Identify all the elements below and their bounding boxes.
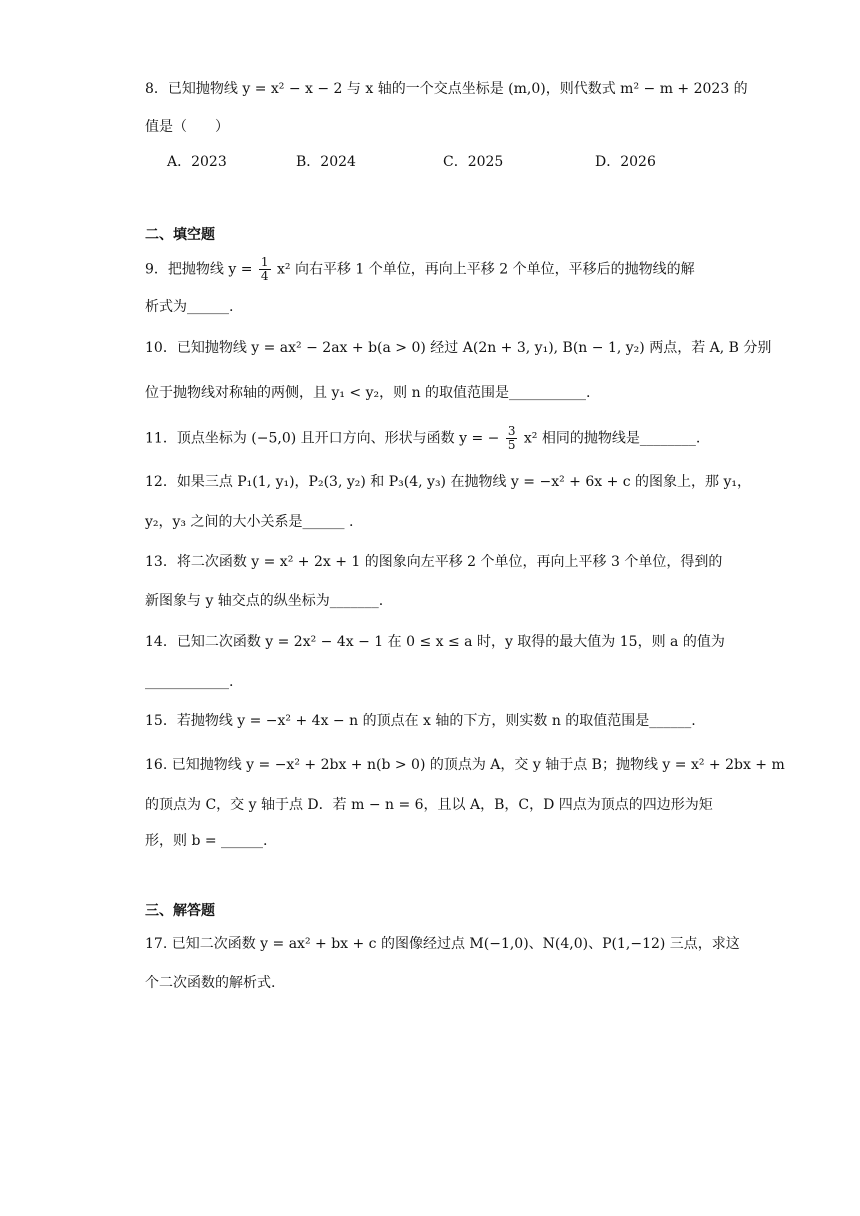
q10-line1: 10．已知抛物线 y = ax² − 2ax + b(a > 0) 经过 A(2n + 3, y₁), B(n − 1, y₂) 两点，若 A, B 分别: [145, 340, 772, 356]
q9-frac-num: 1: [260, 255, 269, 269]
q12-line1: 12．如果三点 P₁(1, y₁)，P₂(3, y₂) 和 P₃(4, y₃) 在抛物线 y = −x² + 6x + c 的图象上，那 y₁，: [145, 474, 752, 490]
q15-line1: 15．若抛物线 y = −x² + 4x − n 的顶点在 x 轴的下方，则实数 n 的取值范围是______.: [145, 713, 696, 729]
q9-post: x² 向右平移 1 个单位，再向上平移 2 个单位，平移后的抛物线的解: [277, 261, 695, 278]
section-answer-title: 三、解答题: [145, 903, 215, 919]
q11-frac-den: 5: [507, 438, 516, 452]
q16-line3: 形，则 b = ______.: [145, 833, 268, 849]
q9-line1: [145, 256, 695, 283]
q9-pre: 9．把抛物线 y =: [145, 261, 253, 278]
q14-line2: ____________.: [145, 674, 234, 690]
q13-line2: 新图象与 y 轴交点的纵坐标为_______.: [145, 593, 384, 609]
q8-line2: 值是（ ）: [145, 119, 229, 135]
q11-pre: 11．顶点坐标为 (−5,0) 且开口方向、形状与函数 y = −: [145, 430, 500, 447]
q11-fraction: [506, 425, 518, 452]
q12-line2: y₂，y₃ 之间的大小关系是______ .: [145, 514, 354, 530]
q17-line2: 个二次函数的解析式.: [145, 975, 276, 991]
q13-line1: 13．将二次函数 y = x² + 2x + 1 的图象向左平移 2 个单位，再向上平移 3 个单位，得到的: [145, 554, 723, 570]
q8-option-a: A．2023: [167, 154, 227, 170]
q9-frac-den: 4: [260, 269, 269, 283]
q8-line1: 8．已知抛物线 y = x² − x − 2 与 x 轴的一个交点坐标是 (m,0)，则代数式 m² − m + 2023 的: [145, 81, 748, 97]
q9-fraction: [259, 256, 271, 283]
q16-line1: 16. 已知抛物线 y = −x² + 2bx + n(b > 0) 的顶点为 A，交 y 轴于点 B；抛物线 y = x² + 2bx + m: [145, 757, 785, 773]
q8-option-d: D．2026: [595, 154, 656, 170]
q9-line2: 析式为______.: [145, 299, 234, 315]
q11-line1: [145, 425, 700, 452]
section-fill-in-title: 二、填空题: [145, 227, 215, 243]
q11-post: x² 相同的抛物线是________.: [523, 430, 701, 447]
q17-line1: 17. 已知二次函数 y = ax² + bx + c 的图像经过点 M(−1,0)、N(4,0)、P(1,−12) 三点，求这: [145, 936, 740, 952]
q10-line2: 位于抛物线对称轴的两侧，且 y₁ < y₂，则 n 的取值范围是___________.: [145, 385, 591, 401]
q8-option-b: B．2024: [296, 154, 356, 170]
q16-line2: 的顶点为 C，交 y 轴于点 D．若 m − n = 6，且以 A，B，C，D 四点为顶点的四边形为矩: [145, 797, 713, 813]
q14-line1: 14．已知二次函数 y = 2x² − 4x − 1 在 0 ≤ x ≤ a 时，y 取得的最大值为 15，则 a 的值为: [145, 634, 725, 650]
q8-option-c: C．2025: [443, 154, 504, 170]
q11-frac-num: 3: [507, 424, 516, 438]
